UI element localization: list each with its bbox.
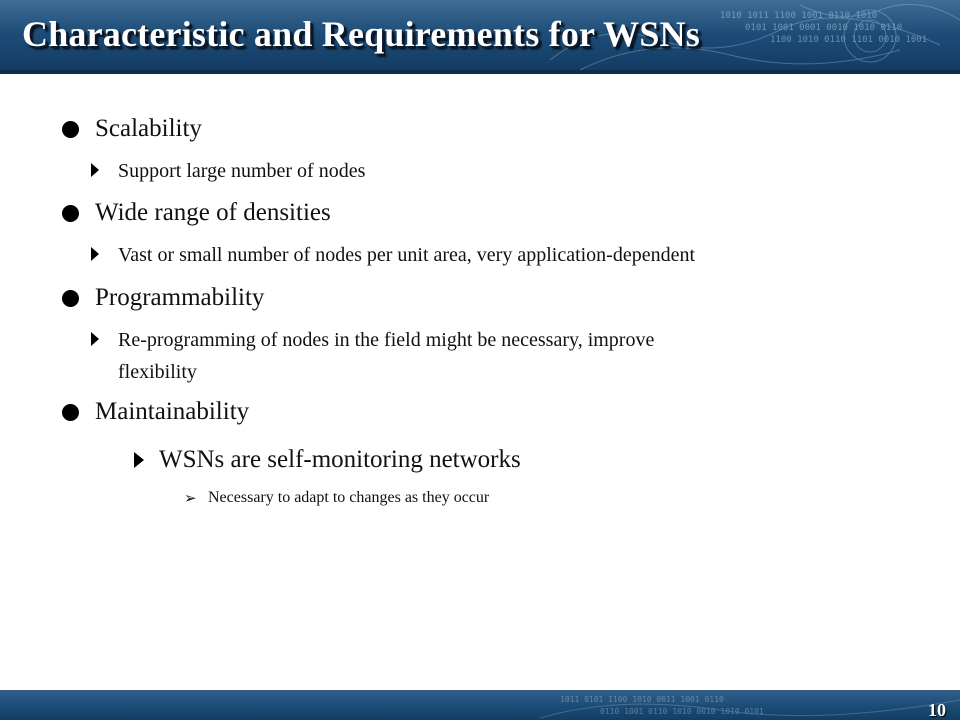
bullet-text: Wide range of densities [95,199,331,226]
svg-text:0110 1001 0110 1010 0010 1010: 0110 1001 0110 1010 0010 1010 0101 [600,707,764,716]
round-bullet-icon [62,290,79,307]
bullet-text: Scalability [95,115,202,142]
page-number: 10 [928,700,946,720]
bullet-text: Maintainability [95,398,250,425]
triangle-bullet-icon [91,163,99,177]
round-bullet-icon [62,404,79,421]
binary-decoration [540,690,960,720]
sub-bullet-text: Support large number of nodes [118,160,366,182]
arrow-bullet-icon: ➢ [184,489,197,507]
slide-title: Characteristic and Requirements for WSNs [22,14,700,54]
sub-bullet-text-continuation: flexibility [118,361,197,383]
svg-text:0101 1001 0001 0010 1010 0110: 0101 1001 0001 0010 1010 0110 [745,23,903,33]
sub-sub-bullet-text: Necessary to adapt to changes as they occur [208,489,490,506]
triangle-bullet-icon [91,247,99,261]
sub-bullet-text: Re-programming of nodes in the field might be necessary, improve [118,329,655,351]
round-bullet-icon [62,205,79,222]
triangle-bullet-icon [134,452,144,468]
footer-banner [0,690,960,720]
svg-text:1011 0101 1100 1010 0011 1001: 1011 0101 1100 1010 0011 1001 0110 [560,695,724,704]
round-bullet-icon [62,121,79,138]
bullet-text: Programmability [95,284,265,311]
sub-bullet-text: WSNs are self-monitoring networks [159,446,521,473]
svg-text:1010 1011 1100 1001 0110 1010: 1010 1011 1100 1001 0110 1010 [720,11,878,21]
sub-bullet-text: Vast or small number of nodes per unit area, very application-dependent [118,244,696,266]
svg-text:1100 1010 0110 1101 0010 1001: 1100 1010 0110 1101 0010 1001 [770,35,928,45]
triangle-bullet-icon [91,332,99,346]
